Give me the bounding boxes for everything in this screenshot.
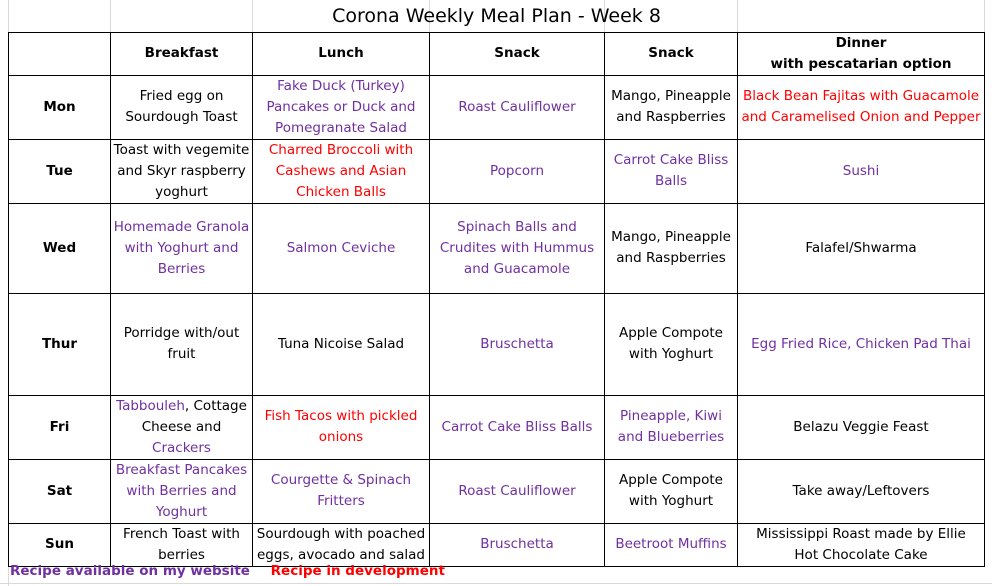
meal-plan-table xyxy=(8,0,985,567)
meal-text: Homemade Granola with Yoghurt and Berries xyxy=(113,218,250,277)
meal-text: Bruschetta xyxy=(480,536,554,552)
meal-text: Tabbouleh xyxy=(116,397,185,414)
table-row xyxy=(9,459,985,523)
header-cell[interactable] xyxy=(605,32,738,75)
meal-text: Breakfast Pancakes with Berries and Yoghurt xyxy=(115,461,248,520)
meal-cell[interactable] xyxy=(605,459,738,523)
meal-text: Bruschetta xyxy=(480,335,554,352)
meal-text: Porridge with/out fruit xyxy=(123,325,240,362)
meal-cell[interactable] xyxy=(253,523,430,566)
header-cell[interactable] xyxy=(430,32,605,75)
meal-cell[interactable] xyxy=(738,75,985,139)
meal-cell[interactable] xyxy=(430,139,605,203)
meal-cell[interactable] xyxy=(738,203,985,293)
meal-cell[interactable] xyxy=(430,523,605,566)
meal-text: French Toast with berries xyxy=(123,525,240,563)
header-cell[interactable] xyxy=(111,32,253,75)
meal-text: Sushi xyxy=(842,162,880,179)
meal-text: Crackers xyxy=(152,439,211,456)
meal-text: Apple Compote with Yoghurt xyxy=(619,472,723,509)
meal-cell[interactable] xyxy=(111,395,253,459)
meal-text: , Cottage Cheese and xyxy=(141,397,247,435)
meal-text: Salmon Ceviche xyxy=(286,239,396,256)
header-label: Dinner xyxy=(835,34,887,51)
meal-text: Fish Tacos with pickled onions xyxy=(264,408,418,445)
meal-text: Belazu Veggie Feast xyxy=(793,418,929,435)
header-label: Snack xyxy=(494,45,540,61)
meal-cell[interactable] xyxy=(253,203,430,293)
meal-text: Egg Fried Rice, Chicken Pad Thai xyxy=(751,335,971,352)
meal-text: Toast with vegemite and Skyr raspberry yoghurt xyxy=(113,141,250,200)
meal-cell[interactable] xyxy=(253,75,430,139)
table-row xyxy=(9,395,985,459)
meal-cell[interactable] xyxy=(253,459,430,523)
day-cell[interactable]: Fri xyxy=(9,395,111,459)
meal-cell[interactable] xyxy=(111,139,253,203)
meal-cell[interactable] xyxy=(430,75,605,139)
meal-text: Black Bean Fajitas with Guacamole and Caramelised Onion and Pepper xyxy=(741,88,981,125)
meal-cell[interactable] xyxy=(253,139,430,203)
day-cell[interactable]: Wed xyxy=(9,203,111,293)
day-cell[interactable]: Sat xyxy=(9,459,111,523)
gridline xyxy=(0,583,992,584)
meal-text: Spinach Balls and Crudites with Hummus and Guacamole xyxy=(439,218,595,277)
meal-cell[interactable] xyxy=(605,75,738,139)
meal-text: Hot Chocolate Cake xyxy=(794,546,928,563)
legend-recipe-available[interactable]: Recipe available on my website xyxy=(10,563,250,579)
meal-cell[interactable] xyxy=(738,395,985,459)
meal-cell[interactable] xyxy=(738,139,985,203)
meal-text: Mississippi Roast made by Ellie xyxy=(756,525,966,542)
meal-cell[interactable] xyxy=(111,293,253,395)
meal-cell[interactable] xyxy=(738,523,985,566)
meal-cell[interactable] xyxy=(605,293,738,395)
meal-text: Tuna Nicoise Salad xyxy=(277,335,405,352)
meal-cell[interactable] xyxy=(605,523,738,566)
meal-cell[interactable] xyxy=(605,395,738,459)
meal-cell[interactable] xyxy=(111,459,253,523)
meal-cell[interactable] xyxy=(605,203,738,293)
meal-text: Mango, Pineapple and Raspberries xyxy=(611,229,731,266)
meal-cell[interactable] xyxy=(605,139,738,203)
meal-text: Fried egg on Sourdough Toast xyxy=(125,88,238,125)
meal-text: Popcorn xyxy=(489,162,545,179)
header-cell[interactable] xyxy=(253,32,430,75)
day-cell[interactable]: Mon xyxy=(9,75,111,139)
day-cell[interactable]: Sun xyxy=(9,523,111,566)
table-row xyxy=(9,523,985,566)
meal-text: Charred Broccoli with Cashews and Asian Chicken Balls xyxy=(268,141,414,200)
day-cell[interactable]: Tue xyxy=(9,139,111,203)
meal-text: Carrot Cake Bliss Balls xyxy=(613,152,729,189)
meal-cell[interactable] xyxy=(430,203,605,293)
meal-text: Beetroot Muffins xyxy=(615,536,727,552)
meal-text: Roast Cauliflower xyxy=(458,482,576,499)
meal-cell[interactable] xyxy=(430,395,605,459)
table-row xyxy=(9,203,985,293)
meal-text: Mango, Pineapple and Raspberries xyxy=(611,88,731,125)
header-cell[interactable] xyxy=(738,32,985,75)
meal-text: Falafel/Shwarma xyxy=(805,239,917,256)
meal-cell[interactable] xyxy=(738,459,985,523)
header-label: Breakfast xyxy=(144,45,219,61)
meal-text: Fake Duck (Turkey) Pancakes or Duck and Pomegranate Salad xyxy=(266,77,416,136)
table-row xyxy=(9,75,985,139)
header-label: Snack xyxy=(648,45,694,61)
meal-cell[interactable] xyxy=(253,395,430,459)
header-label: Lunch xyxy=(318,45,364,61)
header-row xyxy=(9,32,985,75)
page-title[interactable]: Corona Weekly Meal Plan - Week 8 xyxy=(9,0,985,32)
meal-cell[interactable] xyxy=(111,203,253,293)
table-row xyxy=(9,139,985,203)
header-cell-empty[interactable] xyxy=(9,32,111,75)
legend xyxy=(10,561,461,583)
table-row xyxy=(9,293,985,395)
header-sublabel: with pescatarian option xyxy=(770,55,952,72)
meal-cell[interactable] xyxy=(738,293,985,395)
meal-text: Sourdough with poached eggs, avocado and salad xyxy=(256,525,426,563)
meal-cell[interactable] xyxy=(430,459,605,523)
meal-cell[interactable] xyxy=(253,293,430,395)
meal-cell[interactable] xyxy=(111,75,253,139)
legend-recipe-in-development[interactable]: Recipe in development xyxy=(270,563,445,579)
day-cell[interactable]: Thur xyxy=(9,293,111,395)
meal-cell[interactable] xyxy=(111,523,253,566)
meal-cell[interactable] xyxy=(430,293,605,395)
meal-text: Courgette & Spinach Fritters xyxy=(270,472,412,509)
meal-text: Take away/Leftovers xyxy=(792,482,930,499)
meal-text: Pineapple, Kiwi and Blueberries xyxy=(617,408,725,445)
meal-text: Apple Compote with Yoghurt xyxy=(619,325,723,362)
meal-text: Roast Cauliflower xyxy=(458,98,576,115)
meal-text: Carrot Cake Bliss Balls xyxy=(441,418,593,435)
